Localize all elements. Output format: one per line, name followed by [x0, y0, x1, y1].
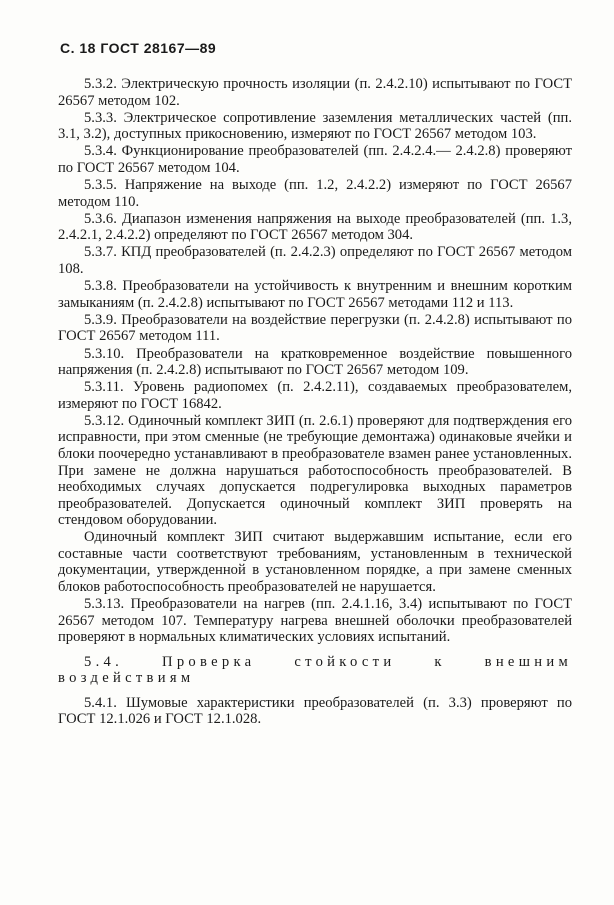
paragraph-5-3-10: 5.3.10. Преобразователи на кратковременное воздействие повышенного напряжения (п. 2.4.2.8) испытывают по ГОСТ 26567 методом 109.	[58, 345, 572, 379]
document-body	[58, 76, 572, 729]
paragraph-zip-criteria: Одиночный комплект ЗИП считают выдержавшим испытание, если его составные части соответствуют требованиям, установленным в технической документации, утвержденной в установленном порядке, а при замене сменных блоков работоспособность преобразователей не нарушается.	[58, 529, 572, 595]
paragraph-5-3-3: 5.3.3. Электрическое сопротивление заземления металлических частей (пп. 3.1, 3.2), доступных прикосновению, измеряют по ГОСТ 26567 методом 103.	[58, 109, 572, 143]
paragraph-5-3-5: 5.3.5. Напряжение на выходе (пп. 1.2, 2.4.2.2) измеряют по ГОСТ 26567 методом 110.	[58, 177, 572, 210]
paragraph-5-3-9: 5.3.9. Преобразователи на воздействие перегрузки (п. 2.4.2.8) испытывают по ГОСТ 26567 методом 111.	[58, 311, 572, 345]
paragraph-5-4-1: 5.4.1. Шумовые характеристики преобразователей (п. 3.3) проверяют по ГОСТ 12.1.026 и ГОСТ 12.1.028.	[58, 694, 572, 728]
paragraph-5-3-6: 5.3.6. Диапазон изменения напряжения на выходе преобразователей (пп. 1.3, 2.4.2.1, 2.4.2.2) определяют по ГОСТ 26567 методом 304.	[58, 210, 572, 244]
section-heading-5-4: 5.4. Проверка стойкости к внешним воздействиям	[58, 653, 572, 687]
paragraph-5-3-2: 5.3.2. Электрическую прочность изоляции (п. 2.4.2.10) испытывают по ГОСТ 26567 методом 102.	[58, 76, 572, 109]
paragraph-5-3-4: 5.3.4. Функционирование преобразователей (пп. 2.4.2.4.— 2.4.2.8) проверяют по ГОСТ 26567 методом 104.	[58, 143, 572, 176]
paragraph-5-3-8: 5.3.8. Преобразователи на устойчивость к внутренним и внешним коротким замыканиям (п. 2.4.2.8) испытывают по ГОСТ 26567 методами 112 и 113.	[58, 278, 572, 311]
paragraph-5-3-11: 5.3.11. Уровень радиопомех (п. 2.4.2.11), создаваемых преобразователем, измеряют по ГОСТ 16842.	[58, 379, 572, 412]
paragraph-5-3-13: 5.3.13. Преобразователи на нагрев (пп. 2.4.1.16, 3.4) испытывают по ГОСТ 26567 методом 107. Температуру нагрева внешней оболочки преобразователей проверяют в нормальных климатических условиях испытаний.	[58, 596, 572, 646]
paragraph-5-3-7: 5.3.7. КПД преобразователей (п. 2.4.2.3) определяют по ГОСТ 26567 методом 108.	[58, 244, 572, 277]
paragraph-5-3-12: 5.3.12. Одиночный комплект ЗИП (п. 2.6.1) проверяют для подтверждения его исправности, при этом сменные (не требующие демонтажа) одинаковые ячейки и блоки поочередно устанавливают в преобразователе взамен ранее установленных. При замене не должна нарушаться работоспособность преобразователей. В необходимых случаях допускается подрегулировка выходных параметров преобразователей. Допускается одиночный комплект ЗИП проверять на стендовом оборудовании.	[58, 412, 572, 529]
page-header: С. 18 ГОСТ 28167—89	[60, 40, 217, 56]
